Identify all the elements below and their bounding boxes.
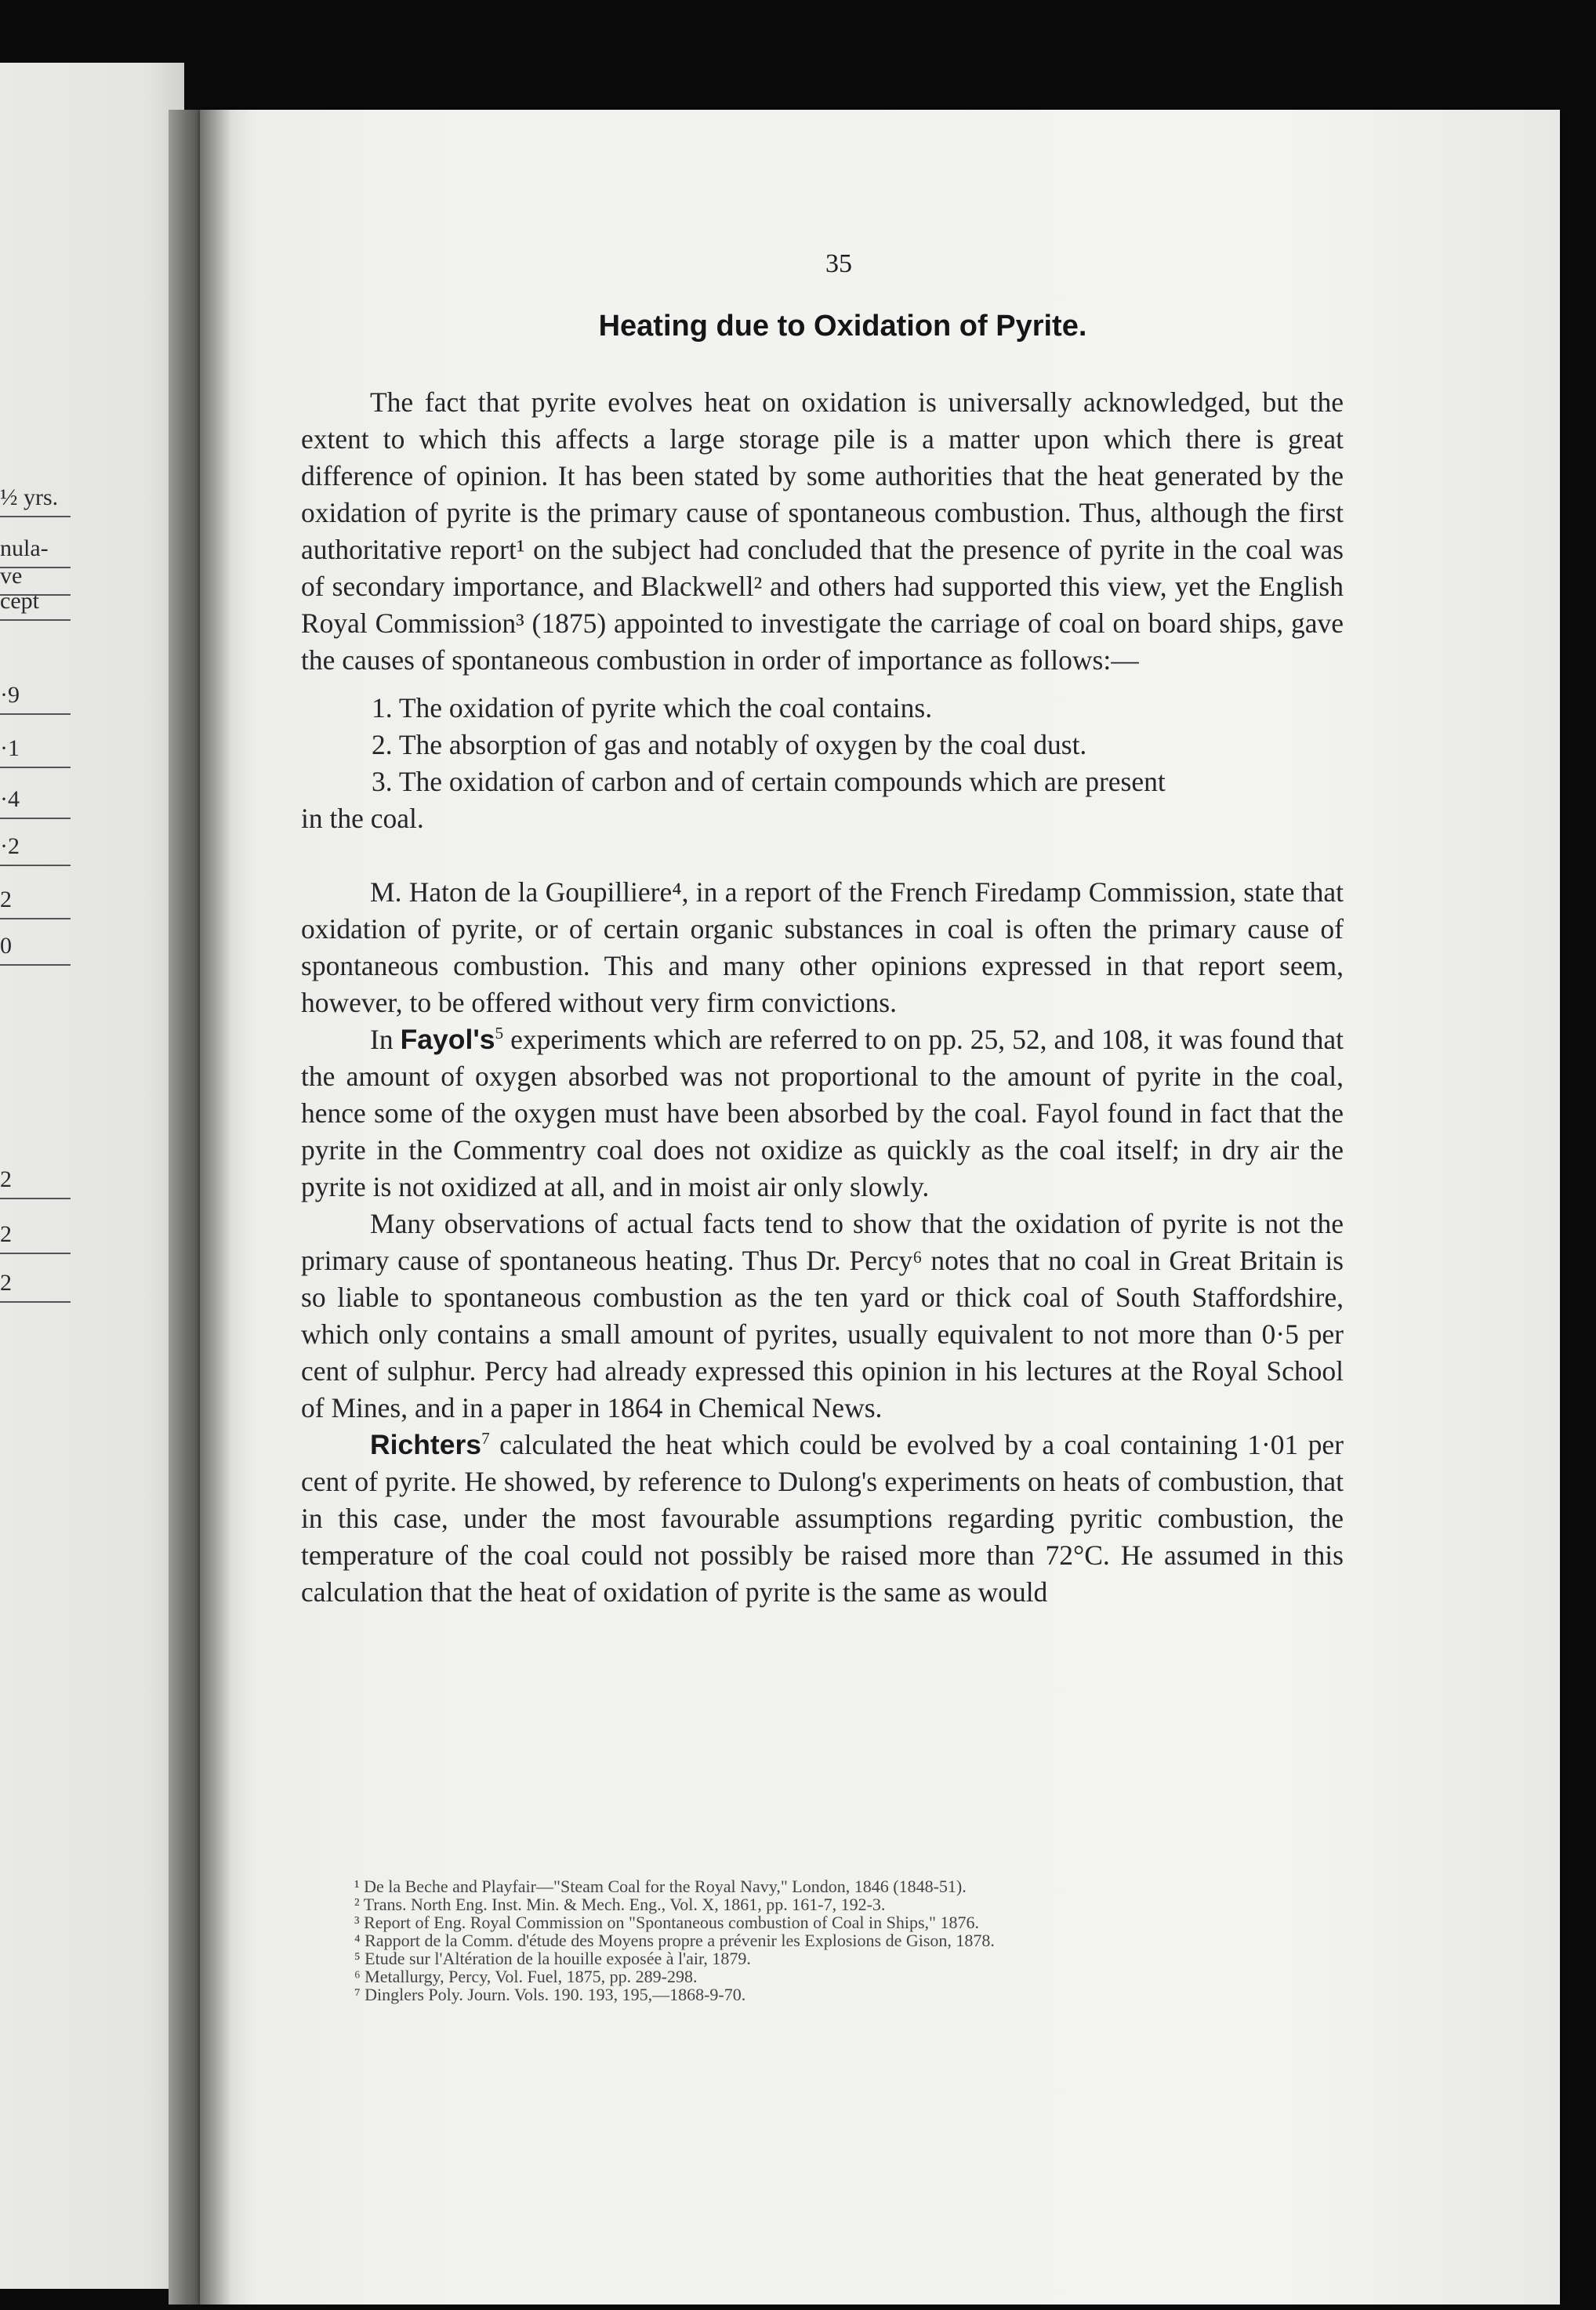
list-item-continuation: in the coal. bbox=[301, 803, 424, 834]
facing-page-text: 2 bbox=[0, 1270, 12, 1296]
facing-page-text: ·1 bbox=[0, 735, 20, 761]
paragraph-text: calculated the heat which could be evolved by a coal containing 1·01 per cent of pyrite. He showed, by reference to Dulong's experiments on heats of combustion, that in this case, under the most favourable assumptions regarding pyritic combustion, the temperature of the coal could not possibly be raised more than 72°C. He assumed in this calculation that the heat of oxidation of pyrite is the same as would bbox=[301, 1429, 1344, 1608]
facing-page-rule bbox=[0, 964, 71, 966]
paragraph-fayol bbox=[301, 1021, 1344, 1206]
body-text bbox=[301, 384, 1344, 1611]
paragraph-text: experiments which are referred to on pp. 25, 52, and 108, it was found that the amount of oxygen absorbed was not proportional to the amount of pyrite in the coal, hence some of the oxygen must have been absorbed by the coal. Fayol found in fact that the pyrite in the Commentry coal does not oxidize as quickly as the coal itself; in dry air the pyrite is not oxidized at all, and in moist air only slowly. bbox=[301, 1024, 1344, 1202]
facing-page-text: nula- bbox=[0, 535, 49, 561]
author-name: Richters bbox=[370, 1429, 482, 1460]
facing-page-rule bbox=[0, 516, 71, 517]
footnote: ⁴ Rapport de la Comm. d'étude des Moyens propre a prévenir les Explosions de Gison, 1878. bbox=[354, 1931, 995, 1950]
facing-page-rule bbox=[0, 818, 71, 819]
facing-page-text: ·4 bbox=[0, 786, 20, 812]
facing-page-text: ½ yrs. bbox=[0, 484, 59, 510]
list-item: 3. The oxidation of carbon and of certain compounds which are present bbox=[372, 766, 1166, 797]
facing-page-rule bbox=[0, 767, 71, 768]
paragraph-percy: Many observations of actual facts tend to show that the oxidation of pyrite is not the primary cause of spontaneous heating. Thus Dr. Percy⁶ notes that no coal in Great Britain is so liable to spontaneous combustion as the ten yard or thick coal of South Staffordshire, which only contains a small amount of pyrites, usually equivalent to not more than 0·5 per cent of sulphur. Percy had already expressed this opinion in his lectures at the Royal School of Mines, and in a paper in 1864 in Chemical News. bbox=[301, 1208, 1344, 1423]
author-name: Fayol's bbox=[400, 1024, 495, 1055]
facing-page-text: 2 bbox=[0, 1221, 12, 1247]
facing-page-rule bbox=[0, 1253, 71, 1254]
footnote: ³ Report of Eng. Royal Commission on "Spontaneous combustion of Coal in Ships," 1876. bbox=[354, 1913, 979, 1932]
footnote: ⁵ Etude sur l'Altération de la houille exposée à l'air, 1879. bbox=[354, 1949, 751, 1968]
facing-page-rule bbox=[0, 1198, 71, 1199]
facing-page-text: ·2 bbox=[0, 833, 20, 859]
footnote: ¹ De la Beche and Playfair—"Steam Coal for the Royal Navy," London, 1846 (1848-51). bbox=[354, 1877, 967, 1896]
facing-page-text: 0 bbox=[0, 933, 12, 959]
section-heading: Heating due to Oxidation of Pyrite. bbox=[598, 310, 1087, 343]
footnote-ref: 5 bbox=[495, 1024, 504, 1043]
facing-page-text: 2 bbox=[0, 1166, 12, 1192]
list-item: 2. The absorption of gas and notably of oxygen by the coal dust. bbox=[372, 729, 1087, 760]
facing-page-text: 2 bbox=[0, 887, 12, 912]
paragraph-pyrite-heat: The fact that pyrite evolves heat on oxidation is universally acknowledged, but the extent to which this affects a large storage pile is a matter upon which there is great difference of opinion. It has been stated by some authorities that the heat generated by the oxidation of pyrite is the primary cause of spontaneous combustion. Thus, although the first authoritative report¹ on the subject had concluded that the presence of pyrite in the coal was of secondary importance, and Blackwell² and others had supported this view, yet the English Royal Commission³ (1875) appointed to investigate the carriage of coal on board ships, gave the causes of spontaneous combustion in order of importance as follows:— bbox=[301, 386, 1344, 676]
facing-page-rule bbox=[0, 865, 71, 866]
paragraph-haton: M. Haton de la Goupilliere⁴, in a report of the French Firedamp Commission, state that oxidation of pyrite, or of certain organic substances in coal is often the primary cause of spontaneous combustion. This and many other opinions expressed in that report seem, however, to be offered without very firm convictions. bbox=[301, 876, 1344, 1018]
causes-list bbox=[301, 690, 1344, 837]
footnote: ² Trans. North Eng. Inst. Min. & Mech. Eng., Vol. X, 1861, pp. 161-7, 192-3. bbox=[354, 1895, 886, 1914]
page-number: 35 bbox=[825, 249, 852, 278]
list-item: 1. The oxidation of pyrite which the coal contains. bbox=[372, 692, 933, 723]
facing-page-fragment bbox=[0, 63, 184, 2289]
facing-page-rule bbox=[0, 713, 71, 715]
footnote-ref: 7 bbox=[481, 1429, 490, 1449]
footnotes bbox=[354, 1877, 1342, 2004]
facing-page-rule bbox=[0, 619, 71, 621]
page-edge-shadow bbox=[200, 110, 231, 2305]
footnote: ⁶ Metallurgy, Percy, Vol. Fuel, 1875, pp. 289-298. bbox=[354, 1967, 698, 1986]
facing-page-rule bbox=[0, 918, 71, 919]
footnote: ⁷ Dinglers Poly. Journ. Vols. 190. 193, 195,—1868-9-70. bbox=[354, 1985, 746, 2004]
facing-page-text: ·9 bbox=[0, 682, 20, 708]
paragraph-richters bbox=[301, 1427, 1344, 1611]
facing-page-rule bbox=[0, 1301, 71, 1303]
facing-page-text: cept bbox=[0, 588, 39, 614]
facing-page-text: ve bbox=[0, 563, 23, 589]
paragraph-lead: In bbox=[370, 1024, 401, 1055]
